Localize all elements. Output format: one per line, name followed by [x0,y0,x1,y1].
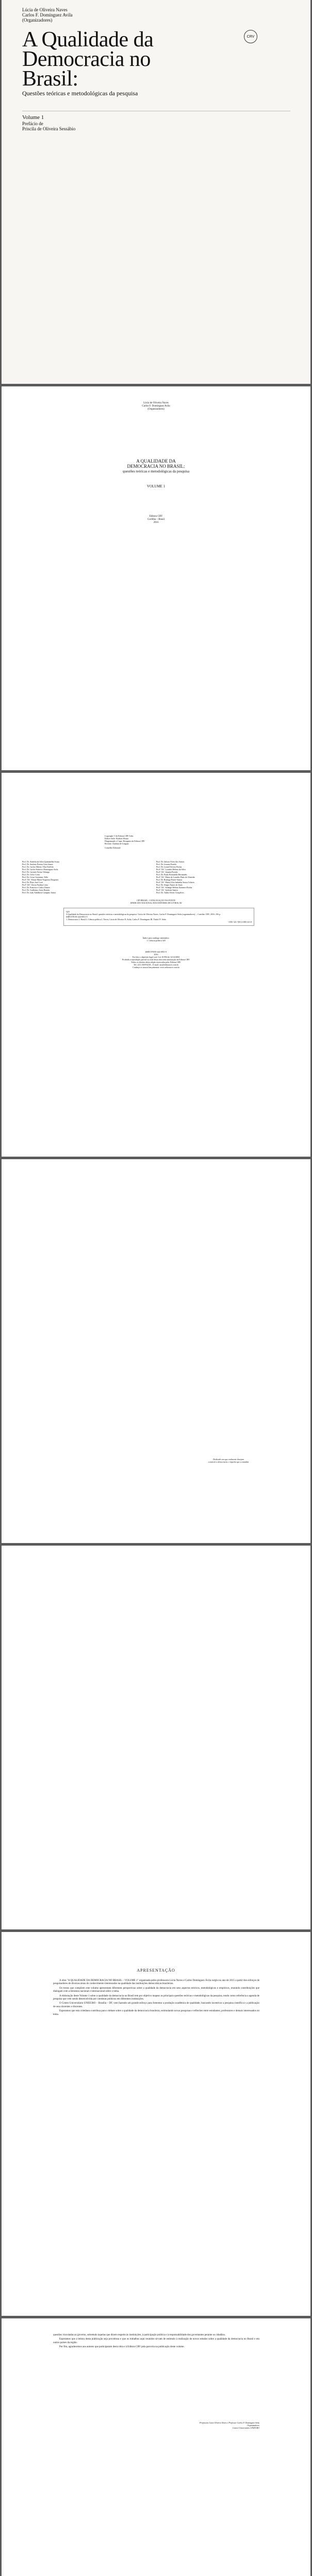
cover-page [2,0,310,384]
dedication-page [2,1159,310,1543]
presentation-page-2 [2,2318,310,2576]
cover-editors: Lúcia de Oliveira Naves Carlos F. Domínguez Avila (Organizadores) [22,7,73,23]
titlepage-subtitle: questões teóricas e metodológicas da pesquisa [122,469,190,473]
cover-preface: Prefácio de Priscila de Oliveira Sessábio [22,121,76,131]
blank-page [2,1546,310,1929]
titlepage-title: A QUALIDADE DA DEMOCRACIA NO BRASIL: questões teóricas e metodológicas da pesquisa [2,459,310,474]
rights-block: ISBN 978-85-444-0951-9 2016 Foi feito o depósito legal conf. Lei 10.994 de 14/12/2004 Proibida a reprodução parcial ou total desta obra sem autorização da Editora CRV Todos os direitos desta edição reservados pela: Editora CRV Tel.: (41) 3039-6418 – E-mail: sac@editoracrv.com.br Conheça os nossos lançamentos: www.editoracrv.com.br [122,951,190,969]
copyright-page [2,773,310,1157]
publisher-logo: CRV [244,30,257,43]
presentation-body-2: questões vinculadas ao governo, sobretudo àquelas que dizem respeito às instituições, à participação política e à responsabilidade dos governantes perante os cidadãos. Esperamos que a leitura desta publicação seja proveitosa e que os trabalhos aqui reunidos sirvam de estímulo à realização de novos estudos sobre a qualidade da democracia no Brasil e em outros países da região. Por fim, agradecemos aos autores que participaram desta obra e à Editora CRV pela parceria na publicação deste volume. [53,2334,259,2349]
copyright-lines: Copyright © da Editora CRV Ltda. Editor-chefe: Railson Moura Diagramação e Capa: Designers da Editora CRV Revisão: Analista de Línguas Conselho Editorial: [105,835,145,849]
presentation-body: A obra "A QUALIDADE DA DEMOCRACIA NO BRASIL – VOLUME 1" organizada pelos professores Lúcia Naves e Carlos Domínguez Ávila surgiu no ano de 2015 a partir dos esforços de pesquisadores de diversas áreas do conhecimento interessados na qualidade das instituições democráticas brasileiras. Os textos que compõem este volume apresentam diferentes perspectivas sobre a qualidade da democracia em seus aspectos teóricos, metodológicos e empíricos, reunindo contribuições que dialogam com a literatura nacional e internacional sobre o tema. A elaboração deste Volume 1 sobre a qualidade da democracia no Brasil tem por objetivo mapear as principais questões teóricas e metodológicas da pesquisa, tendo como referência a agenda de pesquisa que vem sendo desenvolvida por cientistas políticos em diferentes instituições. O Centro Universitário UNIEURO – Brasília – DF, vem fazendo um grande esforço para fomentar a produção acadêmica de qualidade, buscando incentivar a pesquisa científica e a publicação de seus docentes e discentes. Esperamos que esta coletânea contribua para o debate sobre a qualidade da democracia brasileira, estimulando novas pesquisas e reflexões entre estudantes, professores e demais interessados no tema. [53,1979,259,2016]
presentation-page [2,1932,310,2316]
titlepage-volume: VOLUME 1 [146,484,166,488]
titlepage-editors: Lúcia de Oliveira Naves Carlos F. Domínguez Avila (Organizadores) [142,402,170,411]
titlepage-imprint: Editora CRV Curitiba – Brasil 2016 [147,515,165,524]
presentation-signature: Professora Lúcia Oliveira Naves e Professor Carlos F. Domínguez Avila Organizadores Centro Universitário UNIEURO [200,2421,259,2429]
title-page [2,386,310,770]
cover-volume: Volume 1 [22,114,44,121]
cip-heading: CIP-BRASIL. CATALOGAÇÃO-NA-FONTE SINDICATO NACIONAL DOS EDITORES DE LIVROS, RJ [130,899,182,904]
council-right: Prof. Dr. Jailson Alves dos Santos Prof. Dr. Josania Portela Prof. Dr. Leonel Severo Rocha Profª. Drª. Lourdes Helena da Silva Profª. Drª. Josania Portela Prof. Dr. Paulo Romualdo Hernandes Profª. Drª. Maria de Lourdes Pinto de Almeida Prof. Dr. Rodrigo Pratte-Santos Profª. Drª. Maria Lília Imbiriba Sousa Colares Prof. Dr. Sérgio Nunes de Jesus Profª. Drª. Solange Helena Ximenes-Rocha Profª. Drª. Sydione Santos Prof. Dr. Tadeu Oliver Gonçalves [156,860,195,894]
catalog-record: Q23 A Qualidade da Democracia no Brasil: questões teóricas e metodológicas da pesquisa / Lúcia de Oliveira Naves, Carlos F. Domínguez Avila (organizadores). – Curitiba: CRV, 2016. 256 p. ISBN 978-85-444-0951-9 1. Democracia 2. Brasil 3. Ciência política I. Naves, Lúcia de Oliveira II. Avila, Carlos F. Domínguez III. Título IV. Série CDU 321.7(81) CDD 321.8 [63,908,254,926]
dedication-text: Dedicado aos que realmente desejam construir a democracia, e àqueles que a estudam [208,1458,249,1463]
council-left: Prof. Dr. Andréia da Silva Quintanilha Sousa Prof. Dr. Antônio Pereira Gaio Júnior Prof. Dr. Carlos Alberto Vilar Estêvão Prof. Dr. Carlos Federico Dominguez Avila Prof. Dr. Carmen Tereza Velanga Prof. Dr. Celso Conti Prof. Dr. Cesar Gerónimo Tello Profª. Drª. Elione Maria Nogueira Diogenes Prof. Dr. Élsio José Corá Profª. Drª. Gloria Fariñas León Prof. Dr. Francisco Carlos Duarte Prof. Dr. Guillermo Arias Beatón Prof. Dr. João Adalberto Campato Junior [22,860,59,894]
catalog-index: Índice para catálogo sistemático 1. Ciência política 320 [142,937,170,942]
cover-subtitle: Questões teóricas e metodológicas da pesquisa [22,90,138,97]
cover-title: A Qualidade da Democracia no Brasil: [22,28,154,91]
presentation-heading: APRESENTAÇÃO [137,1968,175,1973]
editorial-council [22,860,290,894]
